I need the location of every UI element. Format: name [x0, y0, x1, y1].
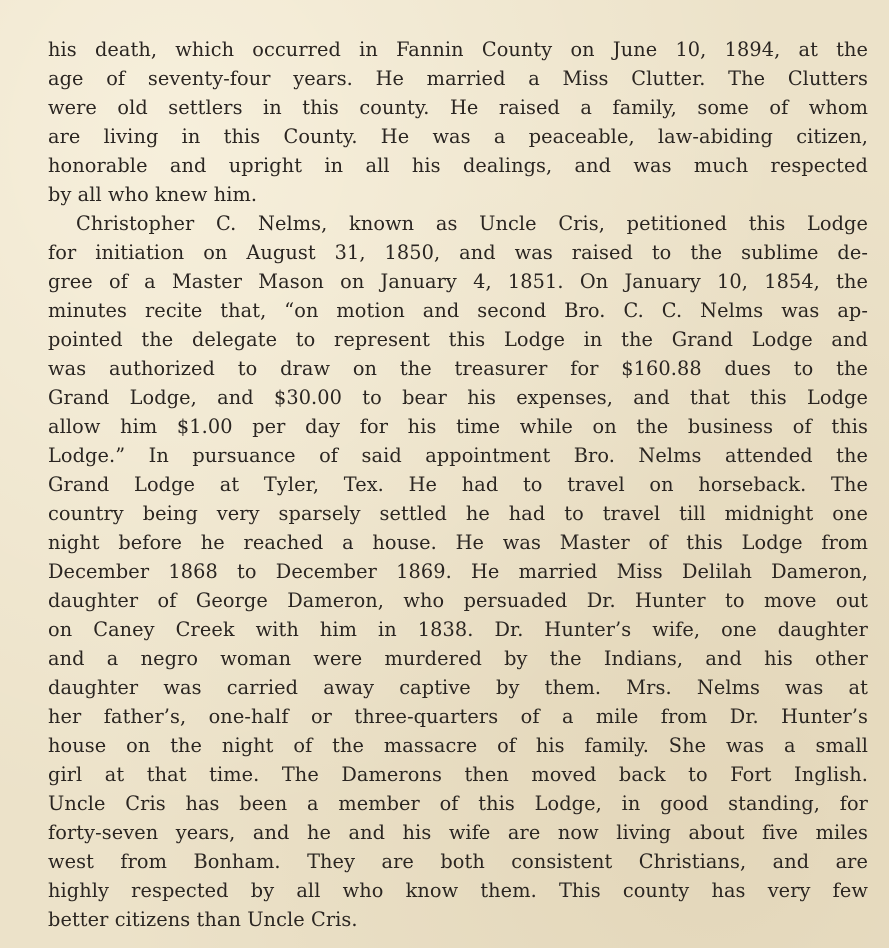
text-line: highly respected by all who know them. This county has very few	[48, 879, 868, 902]
text-line: house on the night of the massacre of his family. She was a small	[48, 734, 868, 757]
text-line: better citizens than Uncle Cris.	[48, 908, 358, 931]
text-line: pointed the delegate to represent this Lodge in the Grand Lodge and	[48, 328, 868, 351]
text-line: honorable and upright in all his dealings, and was much respected	[48, 154, 868, 177]
text-line: gree of a Master Mason on January 4, 1851. On January 10, 1854, the	[48, 270, 868, 293]
text-line: his death, which occurred in Fannin County on June 10, 1894, at the	[48, 38, 868, 61]
text-line: Grand Lodge at Tyler, Tex. He had to travel on horseback. The	[48, 473, 868, 496]
text-line: allow him $1.00 per day for his time while on the business of this	[48, 415, 868, 438]
paragraph-1	[48, 35, 868, 209]
text-line: and a negro woman were murdered by the Indians, and his other	[48, 647, 868, 670]
text-line: age of seventy-four years. He married a Miss Clutter. The Clutters	[48, 67, 868, 90]
text-line: for initiation on August 31, 1850, and was raised to the sublime de-	[48, 241, 868, 264]
text-line: Grand Lodge, and $30.00 to bear his expenses, and that this Lodge	[48, 386, 868, 409]
text-line: were old settlers in this county. He raised a family, some of whom	[48, 96, 868, 119]
paragraph-2	[48, 209, 868, 934]
text-line: are living in this County. He was a peaceable, law-abiding citizen,	[48, 125, 868, 148]
text-line: was authorized to draw on the treasurer for $160.88 dues to the	[48, 357, 868, 380]
text-line: by all who knew him.	[48, 183, 258, 206]
text-line: on Caney Creek with him in 1838. Dr. Hunter’s wife, one daughter	[48, 618, 868, 641]
text-line: her father’s, one-half or three-quarters of a mile from Dr. Hunter’s	[48, 705, 868, 728]
text-line: country being very sparsely settled he had to travel till midnight one	[48, 502, 868, 525]
text-line: daughter was carried away captive by them. Mrs. Nelms was at	[48, 676, 868, 699]
text-line: Lodge.” In pursuance of said appointment Bro. Nelms attended the	[48, 444, 868, 467]
text-line: December 1868 to December 1869. He married Miss Delilah Dameron,	[48, 560, 868, 583]
text-line: Uncle Cris has been a member of this Lodge, in good standing, for	[48, 792, 868, 815]
text-line: Christopher C. Nelms, known as Uncle Cris, petitioned this Lodge	[76, 212, 868, 235]
text-line: daughter of George Dameron, who persuaded Dr. Hunter to move out	[48, 589, 868, 612]
text-line: west from Bonham. They are both consistent Christians, and are	[48, 850, 868, 873]
text-line: night before he reached a house. He was Master of this Lodge from	[48, 531, 868, 554]
text-line: forty-seven years, and he and his wife are now living about five miles	[48, 821, 868, 844]
document-page	[48, 35, 868, 934]
text-line: girl at that time. The Damerons then moved back to Fort Inglish.	[48, 763, 868, 786]
text-line: minutes recite that, “on motion and second Bro. C. C. Nelms was ap-	[48, 299, 868, 322]
